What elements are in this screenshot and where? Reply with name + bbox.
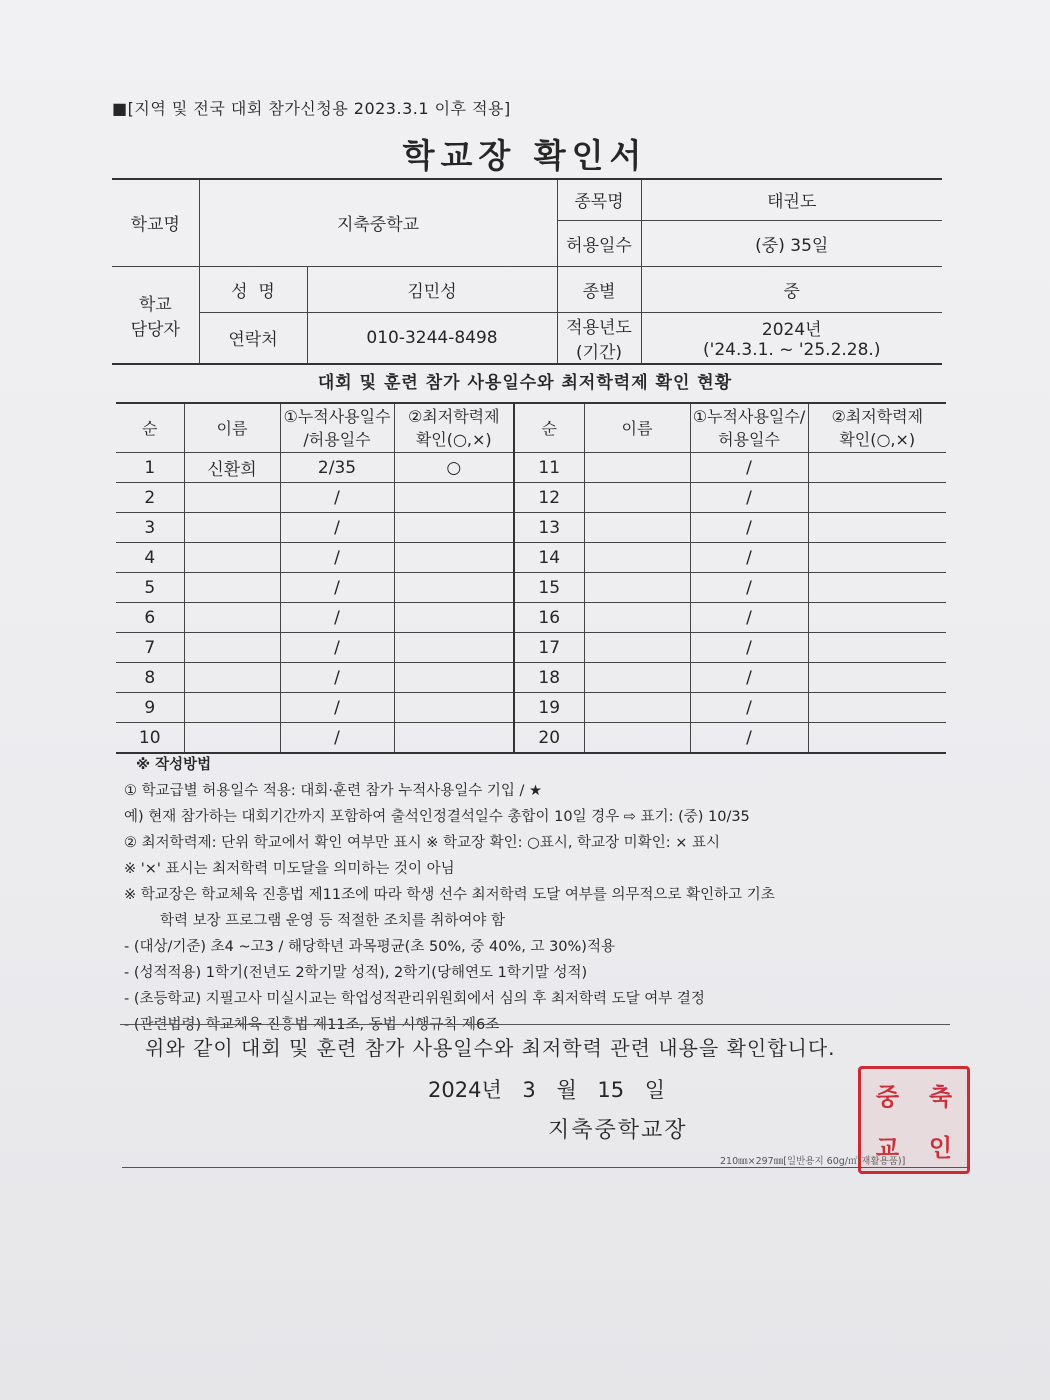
manager-label-line1: 학교 <box>138 294 172 315</box>
event-label: 종목명 <box>557 179 641 220</box>
instruction-line: - (대상/기준) 초4 ~고3 / 해당학년 과목평균(초 50%, 중 40%, 고 30%)적용 <box>124 939 615 955</box>
row-check-right <box>808 723 946 754</box>
instruction-line: ① 학교급별 허용일수 적용: 대회·훈련 참가 누적사용일수 기입 / ★ <box>124 783 543 799</box>
table-row <box>116 573 946 603</box>
row-check <box>394 693 514 723</box>
row-check-right <box>808 573 946 603</box>
divider <box>122 1167 970 1168</box>
col-days-right-line1: ①누적사용일수/ <box>692 407 806 426</box>
row-no: 2 <box>116 483 184 513</box>
row-days-right: / <box>690 663 808 693</box>
table-row <box>116 483 946 513</box>
seal-char: 축 <box>928 1082 953 1111</box>
instruction-line: 예) 현재 참가하는 대회기간까지 포함하여 출석인정결석일수 총합이 10일 경우 ⇨ 표기: (중) 10/35 <box>124 809 750 825</box>
row-days: / <box>280 663 394 693</box>
row-name-right <box>584 633 690 663</box>
table-row <box>116 693 946 723</box>
period-value: ('24.3.1. ~ '25.2.28.) <box>703 340 881 360</box>
row-days-right: / <box>690 723 808 754</box>
contact-value: 010-3244-8498 <box>307 312 557 364</box>
row-check <box>394 603 514 633</box>
row-name <box>184 633 280 663</box>
row-days-right: / <box>690 513 808 543</box>
instruction-line: 학력 보장 프로그램 운영 등 적절한 조치를 취하여야 함 <box>160 913 506 929</box>
row-check-right <box>808 603 946 633</box>
school-info-table <box>112 178 942 365</box>
category-value: 중 <box>641 266 942 312</box>
row-check <box>394 483 514 513</box>
row-check <box>394 723 514 754</box>
allowed-days-label: 허용일수 <box>557 220 641 266</box>
year-label <box>557 312 641 364</box>
allowed-days-value: (중) 35일 <box>641 220 942 266</box>
table-row <box>116 633 946 663</box>
manager-label <box>112 266 199 364</box>
row-no-right: 11 <box>514 453 584 483</box>
row-check-right <box>808 663 946 693</box>
instructions <box>124 752 964 1038</box>
row-check-right <box>808 543 946 573</box>
status-table-header <box>116 403 946 453</box>
row-name <box>184 573 280 603</box>
row-name-right <box>584 543 690 573</box>
row-days-right: / <box>690 603 808 633</box>
row-no-right: 14 <box>514 543 584 573</box>
school-name: 지축중학교 <box>199 179 557 266</box>
principal-signature-line: 지축중학교장 <box>548 1118 688 1143</box>
school-label: 학교명 <box>112 179 199 266</box>
row-no: 7 <box>116 633 184 663</box>
row-no: 1 <box>116 453 184 483</box>
year-label-line2: (기간) <box>575 342 623 363</box>
manager-label-line2: 담당자 <box>130 319 180 340</box>
row-no: 10 <box>116 723 184 754</box>
col-acad-right-line2: 확인(○,×) <box>839 430 916 449</box>
row-no-right: 16 <box>514 603 584 633</box>
section-title: 대회 및 훈련 참가 사용일수와 최저학력제 확인 현황 <box>317 373 733 393</box>
instruction-line: - (성적적용) 1학기(전년도 2학기말 성적), 2학기(당해연도 1학기말 성적) <box>124 965 588 981</box>
row-days: / <box>280 573 394 603</box>
row-no-right: 13 <box>514 513 584 543</box>
form-usage-note: ■[지역 및 전국 대회 참가신청용 2023.3.1 이후 적용] <box>112 99 511 118</box>
table-row <box>116 663 946 693</box>
row-days-right: / <box>690 543 808 573</box>
instruction-line: - (초등학교) 지필고사 미실시교는 학업성적관리위원회에서 심의 후 최저학력 도달 여부 결정 <box>124 991 705 1007</box>
row-check <box>394 573 514 603</box>
year-label-line1: 적용년도 <box>566 317 632 338</box>
row-no: 9 <box>116 693 184 723</box>
row-days-right: / <box>690 633 808 663</box>
row-days: / <box>280 603 394 633</box>
row-name <box>184 603 280 633</box>
row-check-right <box>808 513 946 543</box>
row-days: / <box>280 723 394 754</box>
col-no-right: 순 <box>514 403 584 453</box>
table-row <box>116 513 946 543</box>
row-name-right <box>584 573 690 603</box>
instruction-line: ※ '×' 표시는 최저학력 미도달을 의미하는 것이 아님 <box>124 861 455 877</box>
row-name <box>184 543 280 573</box>
seal-char: 인 <box>928 1133 953 1162</box>
confirmation-statement: 위와 같이 대회 및 훈련 참가 사용일수와 최저학력 관련 내용을 확인합니다. <box>145 1036 836 1060</box>
instruction-line: - (관련법령) 학교체육 진흥법 제11조, 동법 시행규칙 제6조 <box>124 1017 500 1033</box>
row-name-right <box>584 513 690 543</box>
row-days-right: / <box>690 483 808 513</box>
col-days-right <box>690 403 808 453</box>
document-title: 학교장 확인서 <box>402 136 648 175</box>
col-days-line1: ①누적사용일수 <box>283 407 391 426</box>
col-name: 이름 <box>184 403 280 453</box>
row-check <box>394 513 514 543</box>
row-no-right: 20 <box>514 723 584 754</box>
row-no: 6 <box>116 603 184 633</box>
row-days: / <box>280 633 394 663</box>
row-check: ○ <box>394 453 514 483</box>
col-acad-right-line1: ②최저학력제 <box>831 407 924 426</box>
name-label: 성 명 <box>199 266 307 312</box>
col-days-line2: /허용일수 <box>303 430 371 449</box>
row-no: 8 <box>116 663 184 693</box>
row-name <box>184 483 280 513</box>
row-check-right <box>808 483 946 513</box>
row-name <box>184 663 280 693</box>
paper-spec: 210㎜×297㎜[일반용지 60g/㎡(재활용품)] <box>720 1156 906 1167</box>
seal-char: 교 <box>875 1133 900 1162</box>
row-name-right <box>584 453 690 483</box>
row-check-right <box>808 633 946 663</box>
row-name-right <box>584 663 690 693</box>
category-label: 종별 <box>557 266 641 312</box>
row-name <box>184 723 280 754</box>
row-no-right: 17 <box>514 633 584 663</box>
row-name-right <box>584 483 690 513</box>
row-name <box>184 513 280 543</box>
col-acad-right <box>808 403 946 453</box>
col-acad-line1: ②최저학력제 <box>407 407 500 426</box>
row-days: 2/35 <box>280 453 394 483</box>
row-no-right: 12 <box>514 483 584 513</box>
row-no-right: 18 <box>514 663 584 693</box>
row-no-right: 19 <box>514 693 584 723</box>
table-row <box>116 723 946 754</box>
year-value-cell <box>641 312 942 364</box>
row-name-right <box>584 603 690 633</box>
row-check-right <box>808 453 946 483</box>
row-days: / <box>280 513 394 543</box>
year-value: 2024년 <box>761 320 822 340</box>
table-row <box>116 453 946 483</box>
name-value: 김민성 <box>307 266 557 312</box>
row-no: 5 <box>116 573 184 603</box>
row-days-right: / <box>690 573 808 603</box>
row-no-right: 15 <box>514 573 584 603</box>
instruction-line: ② 최저학력제: 단위 학교에서 확인 여부만 표시 ※ 학교장 확인: ○표시, 학교장 미확인: × 표시 <box>124 835 720 851</box>
col-acad <box>394 403 514 453</box>
instruction-line: ※ 학교장은 학교체육 진흥법 제11조에 따라 학생 선수 최저학력 도달 여부를 의무적으로 확인하고 기초 <box>124 887 775 903</box>
row-days: / <box>280 483 394 513</box>
seal-char: 중 <box>875 1082 900 1111</box>
row-name <box>184 693 280 723</box>
contact-label: 연락처 <box>199 312 307 364</box>
row-days-right: / <box>690 453 808 483</box>
issue-date: 2024년 3 월 15 일 <box>428 1078 666 1102</box>
instructions-heading: ※ 작성방법 <box>136 757 212 773</box>
row-name-right <box>584 693 690 723</box>
row-days: / <box>280 693 394 723</box>
table-row <box>116 543 946 573</box>
row-days: / <box>280 543 394 573</box>
col-name-right: 이름 <box>584 403 690 453</box>
row-days-right: / <box>690 693 808 723</box>
row-check <box>394 633 514 663</box>
row-check-right <box>808 693 946 723</box>
col-days <box>280 403 394 453</box>
row-name-right <box>584 723 690 754</box>
row-check <box>394 543 514 573</box>
row-check <box>394 663 514 693</box>
row-name: 신환희 <box>184 453 280 483</box>
row-no: 4 <box>116 543 184 573</box>
row-no: 3 <box>116 513 184 543</box>
table-row <box>116 603 946 633</box>
col-acad-line2: 확인(○,×) <box>415 430 492 449</box>
participation-status-table <box>116 402 946 754</box>
col-no: 순 <box>116 403 184 453</box>
event-value: 태권도 <box>641 179 942 220</box>
divider <box>120 1024 950 1025</box>
col-days-right-line2: 허용일수 <box>718 430 780 449</box>
